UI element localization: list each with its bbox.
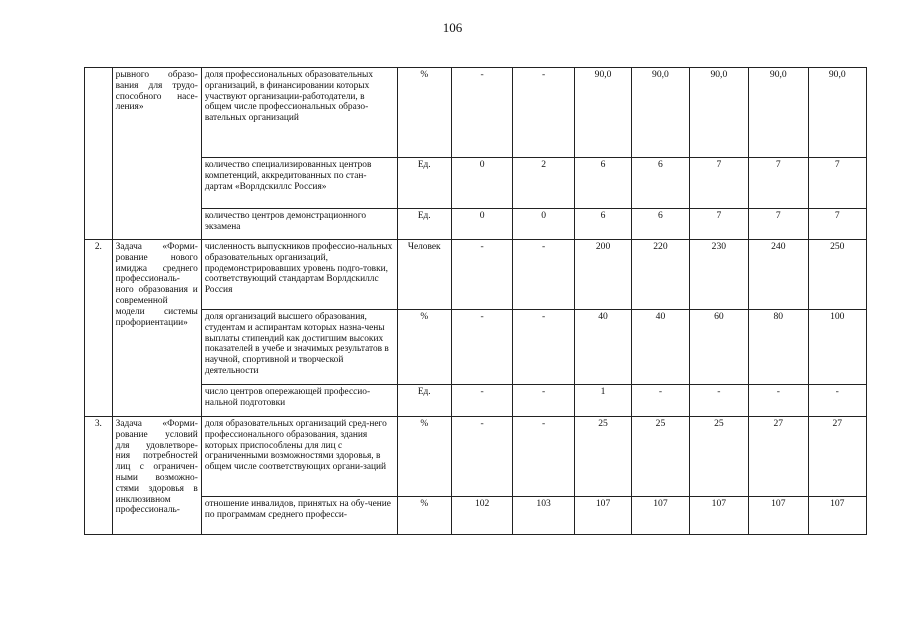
value-cell: 100 (808, 310, 866, 385)
unit-cell: % (397, 68, 451, 158)
value-cell: - (632, 385, 689, 417)
unit-cell: Ед. (397, 158, 451, 209)
value-cell: 6 (632, 158, 689, 209)
value-cell: 0 (451, 158, 512, 209)
value-cell: 27 (808, 417, 866, 497)
value-cell: 107 (808, 497, 866, 535)
value-cell: 107 (574, 497, 631, 535)
value-cell: 90,0 (808, 68, 866, 158)
value-cell: 6 (632, 209, 689, 240)
value-cell: 6 (574, 209, 631, 240)
table-row (85, 417, 867, 497)
value-cell: - (451, 68, 512, 158)
page-number: 106 (442, 20, 463, 35)
value-cell: 27 (749, 417, 808, 497)
value-cell: - (689, 385, 748, 417)
unit-cell: Человек (397, 240, 451, 310)
unit-cell: % (397, 497, 451, 535)
value-cell: 7 (689, 158, 748, 209)
value-cell: 90,0 (689, 68, 748, 158)
value-cell: 240 (749, 240, 808, 310)
value-cell: 90,0 (749, 68, 808, 158)
unit-cell: Ед. (397, 385, 451, 417)
value-cell: 25 (689, 417, 748, 497)
indicator-cell: доля организаций высшего образования, студентам и аспирантам которых назна-чены выплаты стипендий как достигшим высоких показателей в учебе и значимых результатов в научной, спортивной и творческой деятельности (201, 310, 397, 385)
indicator-cell: число центров опережающей профессио-нальной подготовки (201, 385, 397, 417)
indicator-cell: отношение инвалидов, принятых на обу-чение по программам среднего професси- (201, 497, 397, 535)
value-cell: - (451, 310, 512, 385)
value-cell: 250 (808, 240, 866, 310)
indicator-cell: количество центров демонстрационного экзамена (201, 209, 397, 240)
value-cell: 25 (632, 417, 689, 497)
value-cell: 7 (808, 209, 866, 240)
task-cell: Задача «Форми-рование условий для удовлетворе-ния потребностей лиц с ограничен-ными возможно-стями здоровья в инклюзивном профессиональ- (112, 417, 201, 535)
value-cell: - (513, 385, 574, 417)
unit-cell: % (397, 310, 451, 385)
value-cell: 7 (749, 158, 808, 209)
value-cell: 0 (451, 209, 512, 240)
table-row (85, 497, 867, 535)
value-cell: 7 (689, 209, 748, 240)
unit-cell: % (397, 417, 451, 497)
value-cell: 107 (632, 497, 689, 535)
row-number: 2. (85, 240, 113, 417)
value-cell: 25 (574, 417, 631, 497)
value-cell: 2 (513, 158, 574, 209)
indicator-cell: численность выпускников профессио-нальных образовательных организаций, продемонстрировавших уровень подго-товки, соответствующий стандартам Ворлдскиллс Россия (201, 240, 397, 310)
value-cell: 1 (574, 385, 631, 417)
value-cell: - (513, 68, 574, 158)
value-cell: 107 (689, 497, 748, 535)
indicator-cell: доля образовательных организаций сред-него профессионального образования, здания которых приспособлены для лиц с ограниченными возможностями здоровья, в общем числе соответствующих органи-заций (201, 417, 397, 497)
indicator-cell: доля профессиональных образовательных организаций, в финансировании которых участвуют организации-работодатели, в общем числе профессиональных образо-вательных организаций (201, 68, 397, 158)
value-cell: - (513, 240, 574, 310)
value-cell: 40 (574, 310, 631, 385)
value-cell: - (451, 385, 512, 417)
value-cell: 40 (632, 310, 689, 385)
value-cell: 0 (513, 209, 574, 240)
value-cell: - (451, 240, 512, 310)
value-cell: 7 (808, 158, 866, 209)
table-row (85, 310, 867, 385)
value-cell: - (749, 385, 808, 417)
value-cell: 80 (749, 310, 808, 385)
value-cell: 107 (749, 497, 808, 535)
table-row (85, 209, 867, 240)
indicators-table (84, 67, 867, 535)
task-cell: рывного образо-вания для трудо-способного насе-ления» (112, 68, 201, 240)
unit-cell: Ед. (397, 209, 451, 240)
value-cell: 230 (689, 240, 748, 310)
value-cell: - (451, 417, 512, 497)
value-cell: 7 (749, 209, 808, 240)
value-cell: - (808, 385, 866, 417)
task-cell: Задача «Форми-рование нового имиджа среднего профессиональ-ного образования и современной модели системы профориентации» (112, 240, 201, 417)
value-cell: 102 (451, 497, 512, 535)
value-cell: 90,0 (574, 68, 631, 158)
table-row (85, 240, 867, 310)
value-cell: - (513, 310, 574, 385)
value-cell: 220 (632, 240, 689, 310)
table-row (85, 68, 867, 158)
row-number: 3. (85, 417, 113, 535)
value-cell: 90,0 (632, 68, 689, 158)
value-cell: 6 (574, 158, 631, 209)
value-cell: 200 (574, 240, 631, 310)
table-row (85, 385, 867, 417)
row-number (85, 68, 113, 240)
value-cell: 60 (689, 310, 748, 385)
value-cell: - (513, 417, 574, 497)
table-row (85, 158, 867, 209)
indicator-cell: количество специализированных центров компетенций, аккредитованных по стан-дартам «Ворлдскиллс Россия» (201, 158, 397, 209)
value-cell: 103 (513, 497, 574, 535)
